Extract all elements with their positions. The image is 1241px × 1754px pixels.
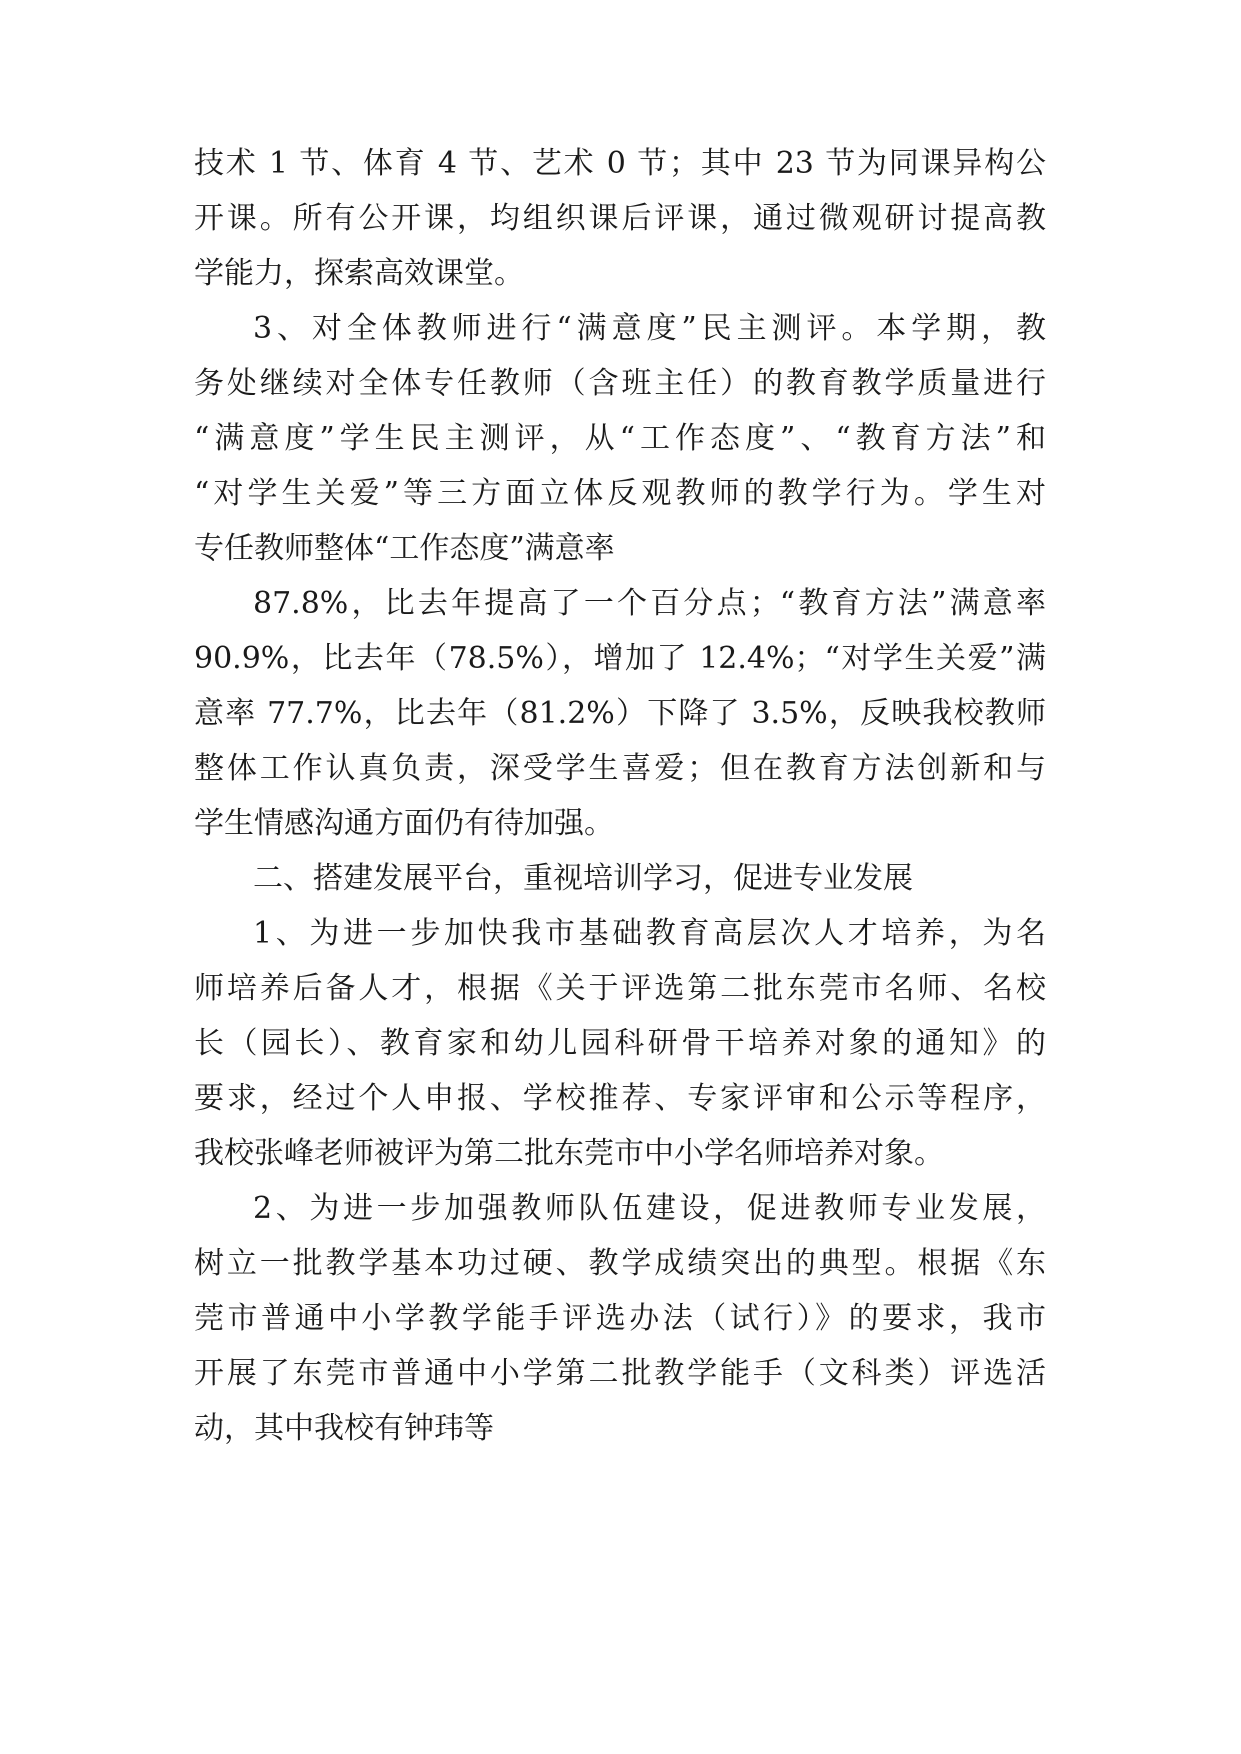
- text-line: 开课。所有公开课，均组织课后评课，通过微观研讨提高教: [194, 201, 1046, 236]
- text-line: “满意度”学生民主测评，从“工作态度”、“教育方法”和: [194, 421, 1046, 456]
- text-line: 要求，经过个人申报、学校推荐、专家评审和公示等程序，: [194, 1081, 1046, 1116]
- text-line: 树立一批教学基本功过硬、教学成绩突出的典型。根据《东: [194, 1246, 1046, 1281]
- text-line: 意率 77.7%，比去年（81.2%）下降了 3.5%，反映我校教师: [194, 696, 1046, 731]
- text-line: 专任教师整体“工作态度”满意率: [194, 531, 615, 566]
- text-line: 师培养后备人才，根据《关于评选第二批东莞市名师、名校: [194, 971, 1046, 1006]
- text-line: 开展了东莞市普通中小学第二批教学能手（文科类）评选活: [194, 1356, 1046, 1391]
- text-line: 动，其中我校有钟玮等: [194, 1411, 494, 1446]
- text-line: 学生情感沟通方面仍有待加强。: [194, 806, 614, 841]
- text-line: 技术 1 节、体育 4 节、艺术 0 节；其中 23 节为同课异构公: [194, 146, 1046, 181]
- text-line: 莞市普通中小学教学能手评选办法（试行）》的要求，我市: [194, 1301, 1046, 1336]
- text-line: “对学生关爱”等三方面立体反观教师的教学行为。学生对: [194, 476, 1046, 511]
- text-line: 我校张峰老师被评为第二批东莞市中小学名师培养对象。: [194, 1136, 944, 1171]
- section-heading: 二、搭建发展平台，重视培训学习，促进专业发展: [253, 861, 913, 896]
- text-line: 90.9%，比去年（78.5%），增加了 12.4%；“对学生关爱”满: [194, 641, 1046, 676]
- paragraph-start-line: 1、为进一步加快我市基础教育高层次人才培养，为名: [253, 916, 1046, 951]
- text-line: 学能力，探索高效课堂。: [194, 256, 524, 291]
- text-line: 整体工作认真负责，深受学生喜爱；但在教育方法创新和与: [194, 751, 1046, 786]
- paragraph-start-line: 87.8%，比去年提高了一个百分点；“教育方法”满意率: [253, 586, 1046, 621]
- text-line: 长（园长）、教育家和幼儿园科研骨干培养对象的通知》的: [194, 1026, 1046, 1061]
- text-line: 务处继续对全体专任教师（含班主任）的教育教学质量进行: [194, 366, 1046, 401]
- paragraph-start-line: 2、为进一步加强教师队伍建设，促进教师专业发展，: [253, 1191, 1046, 1226]
- paragraph-start-line: 3、对全体教师进行“满意度”民主测评。本学期，教: [253, 311, 1046, 346]
